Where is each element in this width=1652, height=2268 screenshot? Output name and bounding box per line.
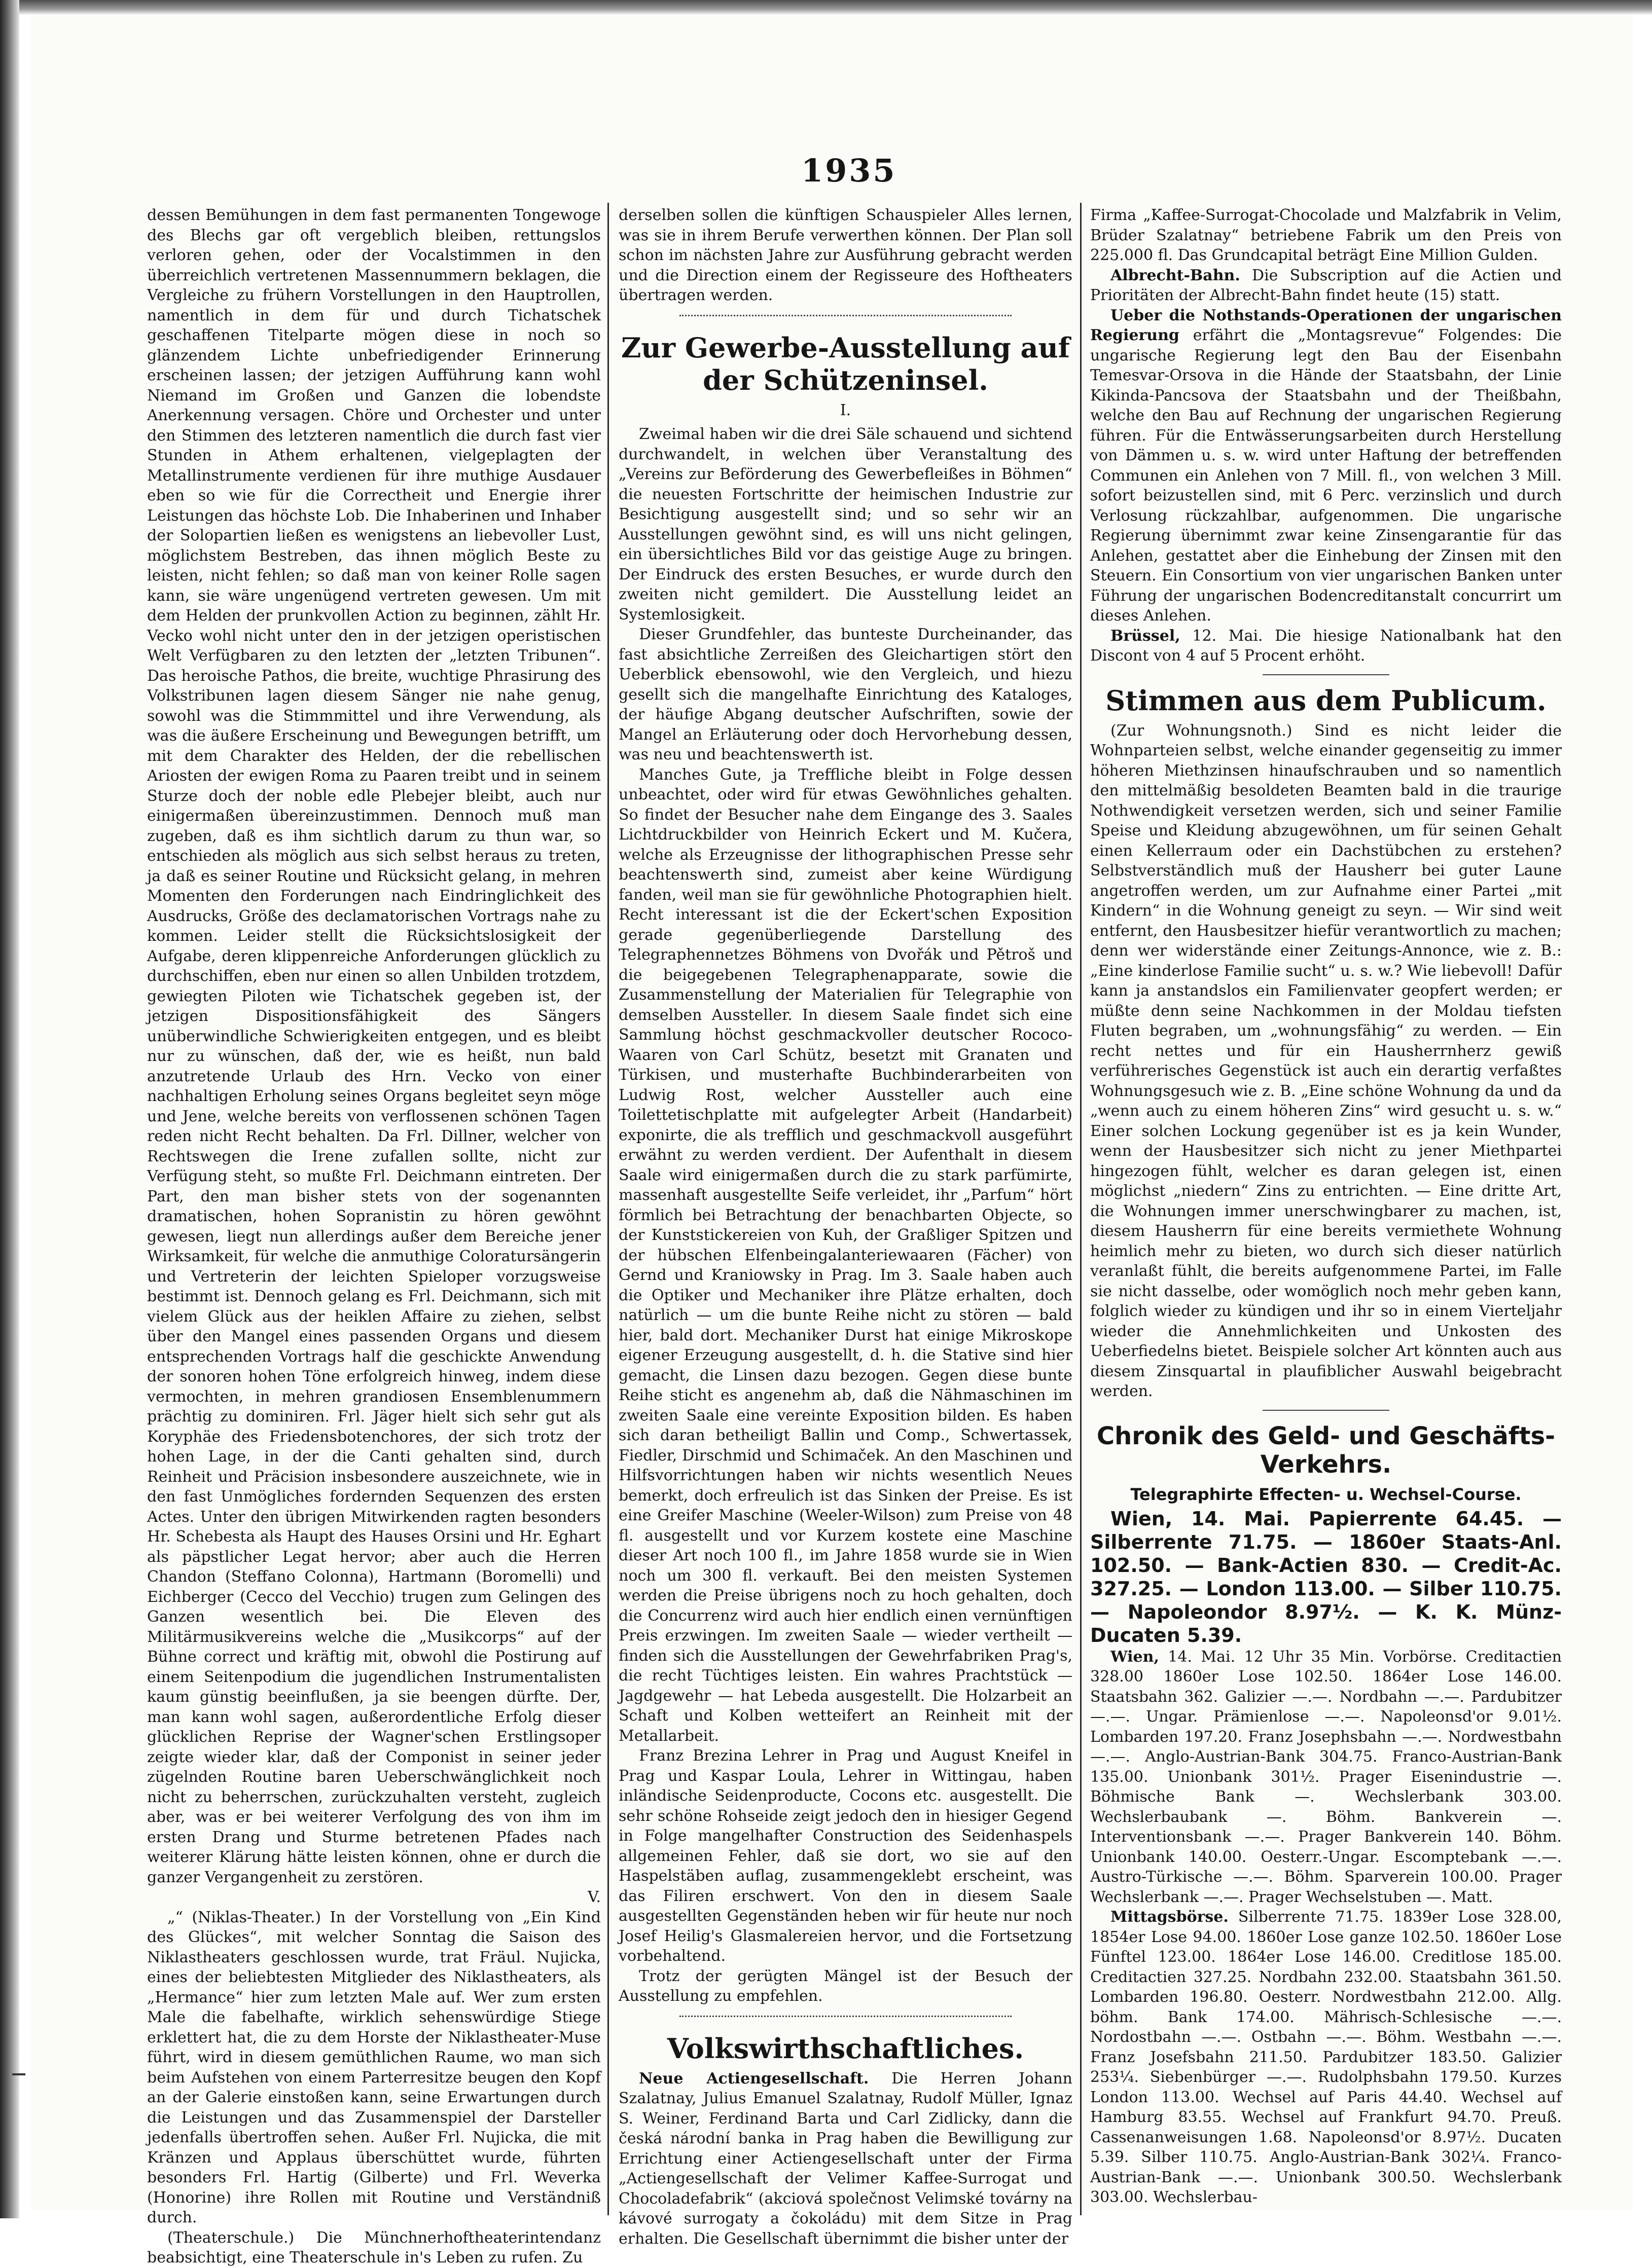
hungary-text: erfährt die „Montagsrevue“ Folgendes: Die ungarische Regierung legt den Bau der Eisenbahn Temesvar-Orsova in die Hände der Staatsbahn, der Linie Kikinda-Pancsova der Staatsbahn und der Theißbahn, welche den Bau auf Rechnung der ungarischen Regierung führen. Für die Entwässerungsarbeiten durch Herstellung von Dämmen u. s. w. wird unter Haftung der betreffenden Communen ein Anlehen von 7 Mill. fl., von welchen 3 Mill. sofort beizustellen sind, mit 6 Perc. verzinslich und durch Verlosung rückzahlbar, aufgenommen. Die ungarische Regierung übernimmt zwar keine Zinsengarantie für das Anlehen, gestattet aber die Einhebung der Zinsen mit den Steuern. Ein Consortium von vier ungarischen Banken unter Führung der ungarischen Bodencreditanstalt concurrirt um dieses Anlehen.: [1090, 326, 1562, 625]
finance-chronicle-heading: Chronik des Geld- und Geschäfts-Verkehrs.: [1096, 1421, 1556, 1479]
newspaper-page: [30, 15, 1633, 2266]
exhibition-heading: Zur Gewerbe-Ausstellung auf der Schützeninsel.: [621, 331, 1070, 396]
brussels-lead: Brüssel,: [1110, 627, 1180, 645]
brussels-notice: [1090, 626, 1562, 666]
exhibition-paragraph-2: Dieser Grundfehler, das bunteste Durcheinander, das fast absichtliche Zerreißen des Gleichartigen stört den Ueberblick ebensowohl, wie den Vergleich, und hiezu gesellt sich die mangelhafte Einrichtung des Kataloges, der häufige Abgang deutscher Aufschriften, sowie der Mangel an Erläuterung oder doch Hervorhebung dessen, was neu und beachtenswerth ist.: [619, 626, 1072, 763]
column-rule-1: [607, 203, 609, 2215]
section-divider: [679, 2016, 1012, 2023]
theaterschule-notice: (Theaterschule.) Die Münchnerhoftheaterintendanz beabsichtigt, eine Theaterschule in's Leben zu rufen. Zu: [147, 2228, 601, 2266]
binding-strip: [0, 0, 19, 2218]
midday-text: Silberrente 71.75. 1839er Lose 328.00, 1854er Lose 94.00. 1860er Lose ganze 102.50. 1860er Lose Fünftel 123.00. 1864er Lose 146.00. Creditlose 185.00. Creditactien 327.25. Nordbahn 232.00. Staatsbahn 361.50. Lombarden 196.80. Oesterr. Nordwestbahn 212.00. Allg. böhm. Bank 174.00. Mährisch-Schlesische —.—. Nordostbahn —.—. Ostbahn —.—. Böhm. Westbahn —.—. Franz Josefsbahn 211.50. Pardubitzer 183.50. Galizier 253¼. Siebenbürger —.—. Rudolphsbahn 179.50. Kurzes London 113.00. Wechsel auf Paris 44.40. Wechsel auf Hamburg 83.55. Wechsel auf Frankfurt 94.70. Preuß. Cassenanweisungen 1.68. Napoleonsd'or 8.97½. Ducaten 5.39. Silber 110.75. Anglo-Austrian-Bank 302¼. Franco-Austrian-Bank —.—. Unionbank 300.50. Wechslerbank 303.00. Wechslerbau-: [1090, 1908, 1562, 2206]
midday-quotes: [1090, 1907, 1562, 2208]
author-signature: V.: [588, 1888, 601, 1906]
column-1: [147, 205, 601, 2266]
public-voices-heading: Stimmen aus dem Publicum.: [1105, 684, 1547, 717]
scan-edge: [0, 0, 1652, 15]
housing-letter: (Zur Wohnungsnoth.) Sind es nicht leider die Wohnparteien selbst, welche einander gegenseitig zu immer höheren Miethzinsen hinaufschrauben und so namentlich den mittelmäßig besoldeten Beamten bald in die traurige Nothwendigkeit versetzen werden, sich und seiner Familie Speise und Kleidung abzugewöhnen, um für seinen Gehalt einen Kellerraum oder ein Dachstübchen zu erstehen? Selbstverständlich muß der Hausherr bei guter Laune angetroffen werden, um zur Aufnahme einer Partei „mit Kindern“ in die Wohnung geneigt zu seyn. — Wir sind weit entfernt, den Hausbesitzer hiefür verantwortlich zu machen; denn wer widerstände einer Zeitungs-Annonce, wie z. B.: „Eine kinderlose Familie sucht“ u. s. w.? Wie liebevoll! Dafür kann ja anstandslos ein Familienvater geopfert werden; er müßte denn seine Nachkommen in der Moldau tiefsten Fluten begraben, um „wohnungsfähig“ zu werden. — Ein recht nettes und für ein Hausherrnherz gewiß verführerisches Gegenstück ist auch ein derartig verfaßtes Wohnungsgesuch wie z. B. „Eine schöne Wohnung da und da „wenn auch zu einem höheren Zins“ wird gesucht u. s. w.“ Einer solchen Lockung gegenüber ist es ja kein Wunder, wenn der Hausbesitzer sich nicht zu jener Miethpartei hingezogen fühlt, welcher es daran gelegen ist, einen möglichst „niedern“ Zins zu entrichten. — Eine dritte Art, die Wohnungen immer unerschwingbarer zu machen, ist, diesem Hausherrn für eine bereits vermiethete Wohnung heimlich mehr zu bieten, wo durch sich dieser natürlich veranlaßt fühlt, die bereits aufgenommene Partei, im Falle sie nicht dasselbe, oder womöglich noch mehr geben kann, folglich wieder zu kündigen und ihr so in einem Vierteljahr wieder die Annehmlichkeiten und Unkosten des Ueberfiedelns bietet. Beispiele solcher Art könnten auch aus diesem Zinsquartal in plaufiblicher Auswahl beigebracht werden.: [1090, 721, 1562, 1400]
niklas-theater-notice: „“ (Niklas-Theater.) In der Vorstellung von „Ein Kind des Glückes“, mit welcher Sonntag die Saison des Niklastheaters geschlossen wurde, trat Fräul. Nujicka, eines der beliebtesten Mitglieder des Niklastheaters, als „Hermance“ hier zum letzten Male auf. Wer zum ersten Male die fabelhafte, wirklich sehenswürdige Stiege erklettert hat, die zu dem Horste der Niklastheater-Muse führt, wird in diesem gemüthlichen Raume, wo man sich beim Aufstehen von einem Parterresitze beugen den Kopf an der Galerie einstoßen kann, seine Erwartungen durch die Leistungen und das Zusammenspiel der Darsteller jedenfalls übertroffen sehen. Außer Frl. Nujicka, die mit Kränzen und Applaus überschüttet wurde, führten besonders Frl. Hartig (Gilberte) und Frl. Weverka (Honorine) ihre Rollen mit Routine und Verständniß durch.: [147, 1908, 601, 2226]
economy-text: Die Herren Johann Szalatnay, Julius Emanuel Szalatnay, Rudolf Müller, Ignaz S. Weiner, Ferdinand Barta und Carl Zidlicky, dann die česká národní banka in Prag haben die Bewilligung zur Errichtung einer Actiengesellschaft unter der Firma „Actiengesellschaft der Velimer Kaffee-Surrogat und Chocoladefabrik“ (akciová společnost Velimské továrny na kávové surrogaty a čokoládu) mit dem Sitze in Prag erhalten. Die Gesellschaft übernimmt die bisher unter der: [619, 2069, 1072, 2248]
exhibition-paragraph-4: Franz Brezina Lehrer in Prag und August Kneifel in Prag und Kaspar Loula, Lehrer in Wittingau, haben inländische Seidenproducte, Cocons etc. ausgestellt. Die sehr schöne Rohseide zeigt jedoch den in hiesiger Gegend in Folge mangelhafter Construction des Seidenhaspels allgemeinen Fehler, daß sie dort, wo sie auf den Haspelstäben auflag, zusammengeklebt erscheint, was das Filiren erschwert. Von den in diesem Saale ausgestellten Gegenständen heben wir für heute nur noch Josef Heilig's Glasmalereien hervor, und die Fortsetzung vorbehaltend.: [619, 1747, 1072, 1965]
prebourse-text: 14. Mai. 12 Uhr 35 Min. Vorbörse. Creditactien 328.00 1860er Lose 102.50. 1864er Lose 146.00. Staatsbahn 362. Galizier —.—. Nordbahn —.—. Pardubitzer —.—. Ungar. Prämienlose —.—. Napoleonsd'or 9.01½. Lombarden 197.20. Franz Josephsbahn —.—. Nordwestbahn —.—. Anglo-Austrian-Bank 304.75. Franco-Austrian-Bank 135.00. Unionbank 301½. Prager Eisenindustrie —. Böhmische Bank —. Wechslerbank 303.00. Wechslerbaubank —. Böhm. Bankverein —. Interventionsbank —.—. Prager Bankverein 140. Böhm. Unionbank 140.00. Oesterr.-Ungar. Escomptebank —.—. Austro-Türkische —.—. Böhm. Sparverein 100.00. Prager Wechslerbank —.—. Prager Wechselstuben —. Matt.: [1090, 1648, 1562, 1906]
prebourse-lead: Wien,: [1110, 1648, 1159, 1666]
economy-paragraph: [619, 2069, 1072, 2249]
hungary-lead: Ueber die Nothstands-Operationen der ungarischen Regierung: [1090, 306, 1562, 344]
exhibition-part-number: I.: [840, 401, 851, 419]
column-3: [1090, 205, 1562, 2215]
economy-heading: Volkswirthschaftliches.: [667, 2032, 1024, 2065]
midday-lead: Mittagsbörse.: [1110, 1908, 1229, 1926]
theaterschule-continuation: derselben sollen die künftigen Schauspieler Alles lernen, was sie in ihrem Berufe verwerthen können. Der Plan soll schon im nächsten Jahre zur Ausführung gebracht werden und die Direction einem der Regisseure des Hoftheaters übertragen werden.: [619, 206, 1072, 304]
hungary-notice: [1090, 306, 1562, 626]
economy-lead: Neue Actiengesellschaft.: [639, 2069, 869, 2088]
column-rule-2: [1080, 203, 1082, 2215]
margin-mark: [12, 2073, 25, 2075]
column-2: [619, 205, 1072, 2248]
telegraph-quotes: Wien, 14. Mai. Papierrente 64.45. — Silberrente 71.75. — 1860er Staats-Anl. 102.50. — Bank-Actien 830. — Credit-Ac. 327.25. — London 113.00. — Silber 110.75. — Napoleondor 8.97½. — K. K. Münz-Ducaten 5.39.: [1090, 1507, 1562, 1647]
section-divider: [1263, 674, 1389, 675]
section-divider: [1263, 1410, 1389, 1411]
telegraph-quotes-heading: Telegraphirte Effecten- u. Wechsel-Course.: [1130, 1484, 1522, 1504]
page-number: 1935: [801, 152, 897, 189]
albrecht-bahn-notice: [1090, 266, 1562, 306]
albrecht-bahn-text: Die Subscription auf die Actien und Prioritäten der Albrecht-Bahn findet heute (15) statt.: [1090, 266, 1562, 304]
section-divider: [679, 315, 1012, 322]
albrecht-bahn-lead: Albrecht-Bahn.: [1110, 266, 1240, 284]
brussels-text: 12. Mai. Die hiesige Nationalbank hat den Discont von 4 auf 5 Procent erhöht.: [1090, 627, 1562, 665]
prebourse-quotes: [1090, 1647, 1562, 1908]
exhibition-paragraph-5: Trotz der gerügten Mängel ist der Besuch der Ausstellung zu empfehlen.: [619, 1967, 1072, 2005]
exhibition-paragraph-3: Manches Gute, ja Treffliche bleibt in Folge dessen unbeachtet, oder wird für etwas Gewöhnliches gehalten. So findet der Besucher nahe dem Eingange des 3. Saales Lichtdruckbilder von Heinrich Eckert und M. Kučera, welche als Erzeugnisse der lithographischen Presse sehr beachtenswerth sind, zumeist aber keine Würdigung fanden, weil man sie für gewöhnliche Photographien hielt. Recht interessant ist die der Eckert'schen Exposition gerade gegenüberliegende Darstellung des Telegraphennetzes Böhmens von Dvořák und Pětroš und die beigegebenen Telegraphenapparate, sowie die Zusammenstellung der Materialien für Telegraphie von demselben Aussteller. In diesem Saale findet sich eine Sammlung höchst geschmackvoller deutscher Rococo-Waaren von Carl Schütz, besetzt mit Granaten und Türkisen, und musterhafte Buchbinderarbeiten von Ludwig Rost, welcher Aussteller auch eine Toilettetischplatte mit aufgelegter Arbeit (Handarbeit) exponirte, die als trefflich und geschmackvoll ausgeführt erwähnt zu werden verdient. Der Aufenthalt in diesem Saale wird einigermaßen durch die zu stark parfümirte, massenhaft ausgestellte Seife verleidet, ihr „Parfum“ hört förmlich bei Betrachtung der benachbarten Objecte, so der Kunststickereien von Kuh, der Graßliger Spitzen und der hübschen Elfenbeingalanteriewaaren (Fächer) von Gernd und Kraniowsky in Prag. Im 3. Saale haben auch die Optiker und Mechaniker ihre Plätze erhalten, doch natürlich — um die bunte Reihe nicht zu stören — bald hier, bald dort. Mechaniker Durst hat einige Mikroskope eigener Erzeugung ausgestellt, d. h. die Stative sind hier gemacht, die Linsen dazu bezogen. Gegen diese bunte Reihe sticht es angenehm ab, daß die Nähmaschinen im zweiten Saale eine vereinte Exposition bilden. Es haben sich daran betheiligt Ballin und Comp., Schwertassek, Fiedler, Dirschmid und Schimaček. An den Maschinen und Hilfsvorrichtungen haben wir nichts wesentlich Neues bemerkt, doch erfreulich ist das Sinken der Preise. Es ist eine Greifer Maschine (Weeler-Wilson) zum Preise von 48 fl. ausgestellt und vor Kurzem kostete eine Maschine dieser Art noch 100 fl., im Jahre 1858 wurde sie in Wien noch um 300 fl. verkauft. Bei den meisten Systemen werden die Preise übrigens noch zu hoch gehalten, doch die Concurrenz wird auch hier endlich einen vernünftigen Preis erzwingen. Im zweiten Saale — wieder vertheilt — finden sich die Ausstellungen der Gewehrfabriken Prag's, die recht Tüchtiges leisten. Ein wahres Prachtstück — Jagdgewehr — hat Lebeda ausgestellt. Die Holzarbeit an Schaft und Kolben wetteifert an Reinheit mit der Metallarbeit.: [619, 765, 1072, 1745]
exhibition-paragraph-1: Zweimal haben wir die drei Säle schauend und sichtend durchwandelt, in welchen über Veranstaltung des „Vereins zur Beförderung des Gewerbefleißes in Böhmen“ die neuesten Fortschritte der heimischen Industrie zur Besichtigung ausgestellt sind; und so sehr wir an Ausstellungen gewöhnt sind, es will uns nicht gelingen, ein übersichtliches Bild vor das geistige Auge zu bringen. Der Eindruck des ersten Besuches, er wurde durch den zweiten nicht gemildert. Die Ausstellung leidet an Systemlosigkeit.: [619, 425, 1072, 624]
economy-continuation: Firma „Kaffee-Surrogat-Chocolade und Malzfabrik in Velim, Brüder Szalatnay“ betriebene Fabrik um den Preis von 225.000 fl. Das Grundcapital beträgt Eine Million Gulden.: [1090, 206, 1562, 264]
theater-review-text: dessen Bemühungen in dem fast permanenten Tongewoge des Blechs gar oft vergeblich bleiben, rettungslos verloren gehen, oder der Vocalstimmen in den überreichlich vertretenen Massennummern beklagen, die Vergleiche zu frühern Vorstellungen in den Hauptrollen, namentlich in dem für und durch Tichatschek geschaffenen Titelparte mögen diese in noch so glänzendem Lichte unbefriedigender Erinnerung erscheinen lassen; der jetzigen Aufführung kann wohl Niemand im Großen und Ganzen die lobendste Anerkennung versagen. Chöre und Orchester und unter den Stimmen des letzteren namentlich die durch fast vier Stunden in Athem erhaltenen, vielgeplagten der Metallinstrumente verdienen für ihre muthige Ausdauer eben so wie für die Correctheit und Energie ihrer Leistungen das höchste Lob. Die Inhaberinen und Inhaber der Solopartien ließen es wenigstens an liebevoller Lust, möglichstem Bestreben, das ihnen möglich Beste zu leisten, nicht fehlen; so daß man von keiner Rolle sagen kann, sie wäre ungenügend vertreten gewesen. Um mit dem Helden der prunkvollen Action zu beginnen, zählt Hr. Vecko wohl nicht unter den in der jetzigen operistischen Welt Verfügbaren zu den letzten der „letzten Tribunen“. Das heroische Pathos, die breite, wuchtige Phrasirung des Volkstribunen lagen diesem Sänger nie nahe genug, sowohl was die Stimmmittel und ihre Verwendung, als was die äußere Erscheinung und Bewegungen betrifft, um mit dem Charakter des Helden, der die rebellischen Ariosten der ewigen Roma zu Paaren treibt und in seinem Sturze doch der noble edle Plebejer bleibt, auch nur einigermaßen übereinzustimmen. Dennoch muß man zugeben, daß es ihm sichtlich darum zu thun war, so entschieden als möglich aus sich selbst heraus zu treten, ja daß es seiner Routine und Rücksicht gelang, in mehren Momenten den Forderungen nach Eindringlichkeit des Ausdrucks, Größe des declamatorischen Vortrags nahe zu kommen. Leider stellt die Rücksichtslosigkeit der Aufgabe, deren klippenreiche Anforderungen glücklich zu durchschiffen, eben nur einen so allen Unbilden trotzdem, gewiegten Piloten wie Tichatschek gegeben ist, der jetzigen Dispositionsfähigkeit des Sängers unüberwindliche Schwierigkeiten entgegen, und es bleibt nur zu wünschen, daß der, wie es heißt, nun bald anzutretende Urlaub des Hrn. Vecko von einer nachhaltigen Erholung seines Organs begleitet seyn möge und Jene, welche bereits von verflossenen schönen Tagen reden nicht Recht behalten. Da Frl. Dillner, welcher von Rechtswegen die Irene zufallen sollte, nicht zur Verfügung steht, so mußte Frl. Deichmann eintreten. Der Part, den man bisher stets von der sogenannten dramatischen, hohen Sopranistin zu hören gewöhnt gewesen, liegt nun allerdings außer dem Bereiche jener Wirksamkeit, für welche die anmuthige Coloratursängerin und Vertreterin der leichten Spieloper vorzugsweise bestimmt ist. Dennoch gelang es Frl. Deichmann, sich mit vielem Glück aus der heiklen Affaire zu ziehen, selbst über den Mangel eines passenden Organs und diesem entsprechenden Vortrags half die geschickte Anwendung der sonoren hohen Töne erfolgreich hinweg, indem diese vermochten, in mehren grandiosen Ensemblenummern prächtig zu dominiren. Frl. Jäger hielt sich sehr gut als Koryphäe des Friedensbotenchores, der sich trotz der hohen Lage, in der die Canti gehalten sind, durch Reinheit und Präcision insbesondere auszeichnete, wie in den fast Unmögliches fordernden Sequenzen des ersten Actes. Unter den übrigen Mitwirkenden ragten besonders Hr. Schebesta als Haupt des Hauses Orsini und Hr. Eghart als päpstlicher Legat hervor; aber auch die Herren Chandon (Steffano Colonna), Hartmann (Boromelli) und Eichberger (Cecco del Vecchio) trugen zum Gelingen des Ganzen wesentlich bei. Die Eleven des Militärmusikvereins welche die „Musikcorps“ auf der Bühne correct und kräftig mit, obwohl die Postirung auf einem Seitenpodium die jugendlichen Instrumentalisten kaum günstig beeinflußen, ja sie beengen dürfte. Der, man kann wohl sagen, außerordentliche Erfolg dieser glücklichen Reprise der Wagner'schen Erstlingsoper zeigte wieder klar, daß der Componist in seiner jeder zügelnden Routine baren Ueberschwänglichkeit noch nicht zu beherrschen, zurückzuhalten versteht, zugleich aber, was er bei weiterer Verfolgung des von ihm im ersten Drang und Sturme betretenen Pfades nach weiterer Klärung hätte leisten können, ohne er durch die ganzer Vergangenheit zu zerstören.: [147, 206, 601, 1886]
